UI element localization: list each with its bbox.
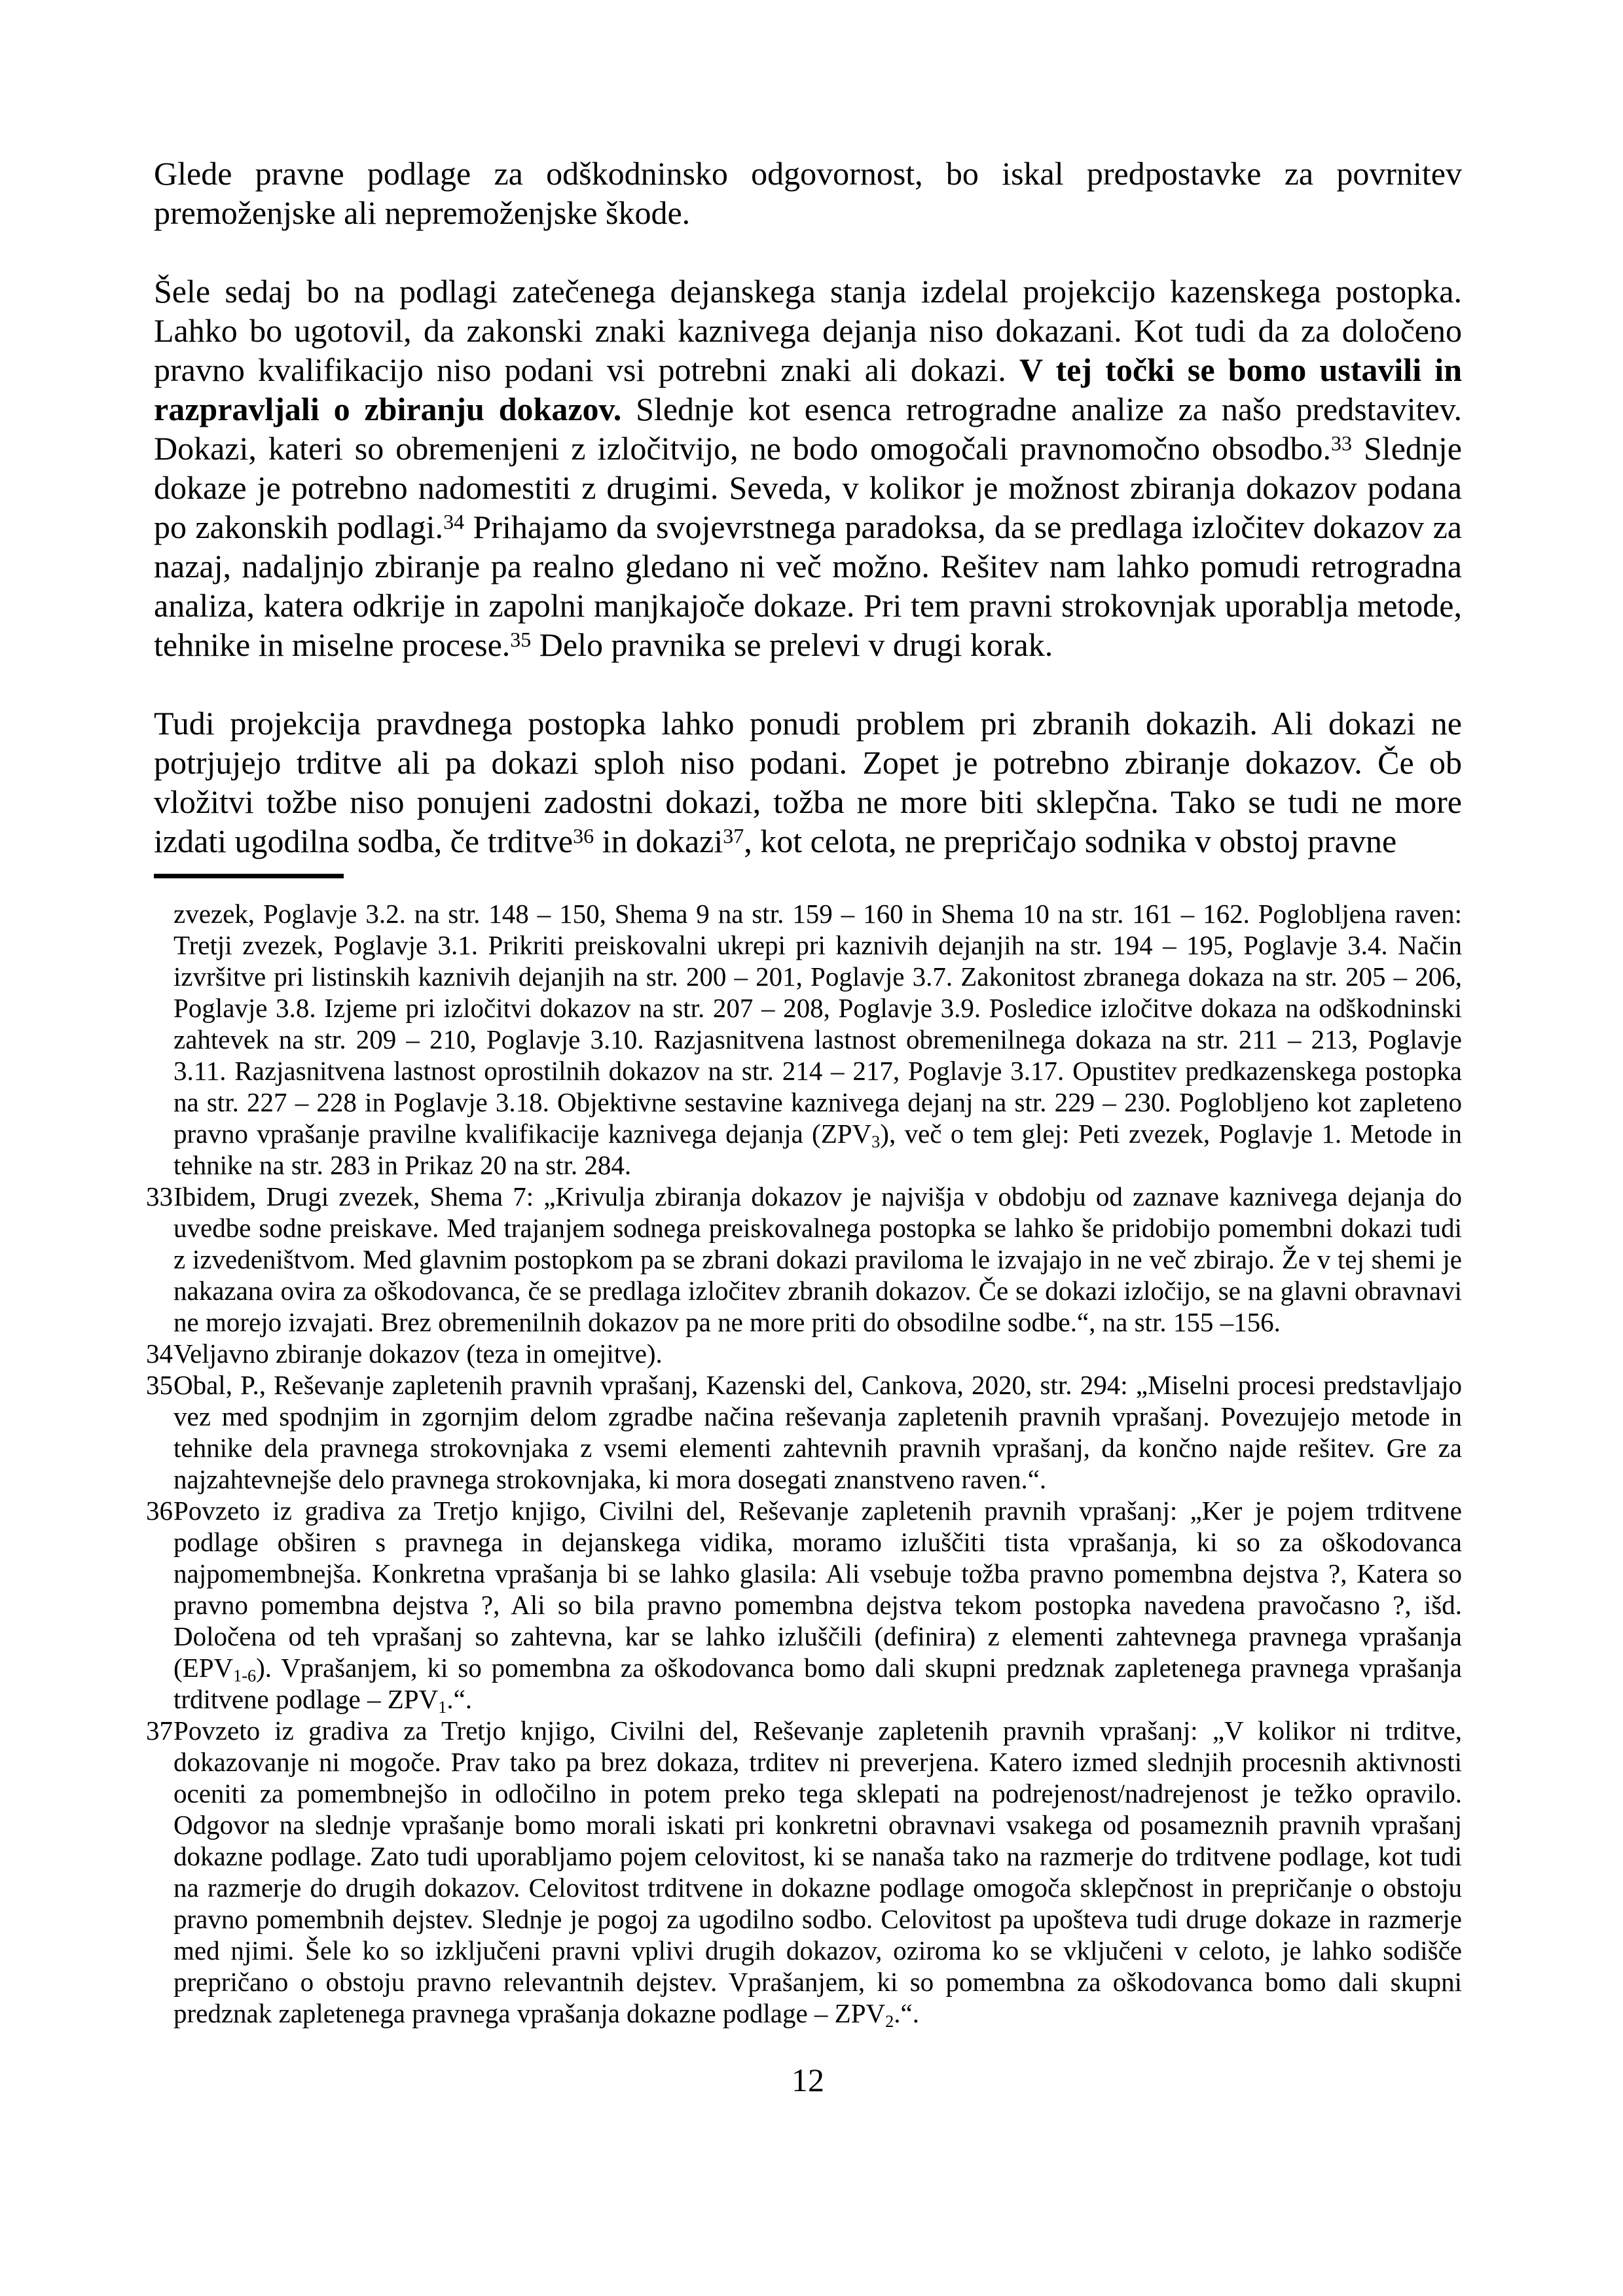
- subscript-run: 2: [885, 2012, 894, 2032]
- text-run: Obal, P., Reševanje zapletenih pravnih vprašanj, Kazenski del, Cankova, 2020, str. 294: „Miselni procesi predstavljajo vez med spodnjim in zgornjim delom zgradbe načina reševanja zapletenih pravnih vprašanj. Povezujejo metode in tehnike dela pravnega strokovnjaka z vsemi elementi zahtevnih pravnih vprašanj, da končno najde rešitev. Gre za najzahtevnejše delo pravnega strokovnjaka, ki mora dosegati znanstveno raven.“.: [173, 1370, 1462, 1494]
- text-run: Glede pravne podlage za odškodninsko odgovornost, bo iskal predpostavke za povrnitev premoženjske ali nepremoženjske škode.: [154, 155, 1462, 231]
- footnote: [146, 1495, 1462, 1717]
- text-run: Tudi projekcija pravdnega postopka lahko ponudi problem pri zbranih dokazih. Ali dokazi ne potrjujejo trditve ali pa dokazi sploh niso podani. Zopet je potrebno zbiranje dokazov. Če ob vložitvi tožbe niso ponujeni zadostni dokazi, tožba ne more biti sklepčna. Tako se tudi ne more izdati ugodilna sodba, če trditve: [154, 705, 1462, 859]
- footnote-ref: 35: [510, 627, 532, 651]
- page-number: 12: [792, 2062, 824, 2098]
- footnote-number: 37: [146, 1715, 173, 1746]
- footnote-separator: [154, 874, 344, 878]
- text-run: Povzeto iz gradiva za Tretjo knjigo, Civilni del, Reševanje zapletenih pravnih vprašanj: „V kolikor ni trditve, dokazovanje ni mogoče. Prav tako pa brez dokaza, trditev ni preverjena. Katero izmed slednjih procesnih aktivnosti oceniti za pomembnejšo in odločilno in potem preko tega sklepati na podrejenost/nadrejenost je težko opravilo. Odgovor na slednje vprašanje bomo morali iskati pri konkretni obravnavi vsakega od posameznih pravnih vprašanj dokazne podlage. Zato tudi uporabljamo pojem celovitost, ki se nanaša tako na razmerje do trditvene podlage, kot tudi na razmerje do drugih dokazov. Celovitost trditvene in dokazne podlage omogoča sklepčnost in prepričanje o obstoju pravno pomembnih dejstev. Slednje je pogoj za ugodilno sodbo. Celovitost pa upošteva tudi druge dokaze in razmerje med njimi. Šele ko so izključeni pravni vplivi drugih dokazov, oziroma ko se vključeni v celoto, je lahko sodišče prepričano o obstoju pravno relevantnih dejstev. Vprašanjem, ki so pomembna za oškodovanca bomo dali skupni predznak zapletenega pravnega vprašanja dokazne podlage – ZPV: [173, 1715, 1462, 2028]
- footnote: [146, 1338, 1462, 1369]
- body-paragraph: [154, 704, 1462, 861]
- subscript-run: 3: [871, 1132, 881, 1152]
- text-run: .“.: [894, 1998, 919, 2028]
- body-paragraph: [154, 154, 1462, 232]
- body-paragraph: [154, 272, 1462, 664]
- text-run: V tej točki se bomo ustavili in razpravljali o zbiranju dokazov.: [154, 351, 1463, 427]
- text-run: Veljavno zbiranje dokazov (teza in omejitve).: [173, 1338, 663, 1369]
- text-run: Šele sedaj bo na podlagi zatečenega dejanskega stanja izdelal projekcijo kazenskega postopka. Lahko bo ugotovil, da zakonski znaki kaznivega dejanja niso dokazani. Kot tudi da za določeno pravno kvalifikacijo niso podani vsi potrebni znaki ali dokazi.: [154, 273, 1462, 388]
- subscript-run: 1: [438, 1698, 447, 1717]
- body-paragraphs: [154, 154, 1462, 861]
- text-run: in dokazi: [594, 823, 723, 859]
- footnote: [146, 1181, 1462, 1338]
- footnote-number: 35: [146, 1370, 173, 1400]
- text-run: .“.: [447, 1684, 473, 1714]
- footnote-number: 33: [146, 1181, 173, 1211]
- footnote-ref: 36: [573, 823, 594, 848]
- text-run: Slednje kot esenca retrogradne analize za našo predstavitev. Dokazi, kateri so obremenjeni z izločitvijo, ne bodo omogočali pravnomočno obsodbo.: [154, 391, 1462, 467]
- text-run: Slednje dokaze je potrebno nadomestiti z drugimi. Seveda, v kolikor je možnost zbiranja dokazov podana po zakonskih podlagi.: [154, 430, 1462, 545]
- footnote: [146, 1369, 1462, 1495]
- footnote: [146, 1715, 1462, 2032]
- footnote-ref: 33: [1330, 431, 1352, 455]
- footnote-ref: 37: [723, 823, 744, 848]
- footnote-ref: 34: [443, 509, 465, 533]
- footnote-number: 34: [146, 1338, 173, 1369]
- footnote: [154, 898, 1462, 1181]
- text-run: Prihajamo da svojevrstnega paradoksa, da se predlaga izločitev dokazov za nazaj, nadaljnjo zbiranje pa realno gledano ni več možno. Rešitev nam lahko pomudi retrogradna analiza, katera odkrije in zapolni manjkajoče dokaze. Pri tem pravni strokovnjak uporablja metode, tehnike in miselne procese.: [154, 509, 1462, 663]
- subscript-run: 1-6: [233, 1666, 257, 1686]
- text-run: , kot celota, ne prepričajo sodnika v obstoj pravne: [744, 823, 1397, 859]
- text-run: ). Vprašanjem, ki so pomembna za oškodovanca bomo dali skupni predznak zapletenega pravnega vprašanja trditvene podlage – ZPV: [173, 1653, 1462, 1714]
- text-run: Ibidem, Drugi zvezek, Shema 7: „Krivulja zbiranja dokazov je najvišja v obdobju od zaznave kaznivega dejanja do uvedbe sodne preiskave. Med trajanjem sodnega preiskovalnega postopka se lahko še pridobijo pomembni dokazi tudi z izvedeništvom. Med glavnim postopkom pa se zbrani dokazi praviloma le izvajajo in ne več zbirajo. Že v tej shemi je nakazana ovira za oškodovanca, če se predlaga izločitev zbranih dokazov. Če se dokazi izločijo, se na glavni obravnavi ne morejo izvajati. Brez obremenilnih dokazov pa ne more priti do obsodilne sodbe.“, na str. 155 –156.: [173, 1181, 1462, 1337]
- text-run: ), več o tem glej: Peti zvezek, Poglavje 1. Metode in tehnike na str. 283 in Prikaz 20 na str. 284.: [173, 1119, 1463, 1180]
- footnotes: [146, 898, 1463, 2032]
- footnote-number: 36: [146, 1496, 173, 1526]
- text-run: Delo pravnika se prelevi v drugi korak.: [531, 626, 1053, 663]
- text-run: Povzeto iz gradiva za Tretjo knjigo, Civilni del, Reševanje zapletenih pravnih vprašanj: „Ker je pojem trditvene podlage obširen s pravnega in dejanskega vidika, moramo izluščiti tista vprašanja, ki so za oškodovanca najpomembnejša. Konkretna vprašanja bi se lahko glasila: Ali vsebuje tožba pravno pomembna dejstva ?, Katera so pravno pomembna dejstva ?, Ali so bila pravno pomembna dejstva tekom postopka navedena pravočasno ?, išd. Določena od teh vprašanj so zahtevna, kar se lahko izluščili (definira) z elementi zahtevnega pravnega vprašanja (EPV: [173, 1496, 1462, 1683]
- text-run: zvezek, Poglavje 3.2. na str. 148 – 150, Shema 9 na str. 159 – 160 in Shema 10 na str. 161 – 162. Poglobljena raven: Tretji zvezek, Poglavje 3.1. Prikriti preiskovalni ukrepi pri kaznivih dejanjih na str. 194 – 195, Poglavje 3.4. Način izvršitve pri listinskih kaznivih dejanjih na str. 200 – 201, Poglavje 3.7. Zakonitost zbranega dokaza na str. 205 – 206, Poglavje 3.8. Izjeme pri izločitvi dokazov na str. 207 – 208, Poglavje 3.9. Posledice izločitve dokaza na odškodninski zahtevek na str. 209 – 210, Poglavje 3.10. Razjasnitvena lastnost obremenilnega dokaza na str. 211 – 213, Poglavje 3.11. Razjasnitvena lastnost oprostilnih dokazov na str. 214 – 217, Poglavje 3.17. Opustitev predkazenskega postopka na str. 227 – 228 in Poglavje 3.18. Objektivne sestavine kaznivega dejanj na str. 229 – 230. Poglobljeno kot zapleteno pravno vprašanje pravilne kvalifikacije kaznivega dejanja (ZPV: [173, 899, 1462, 1149]
